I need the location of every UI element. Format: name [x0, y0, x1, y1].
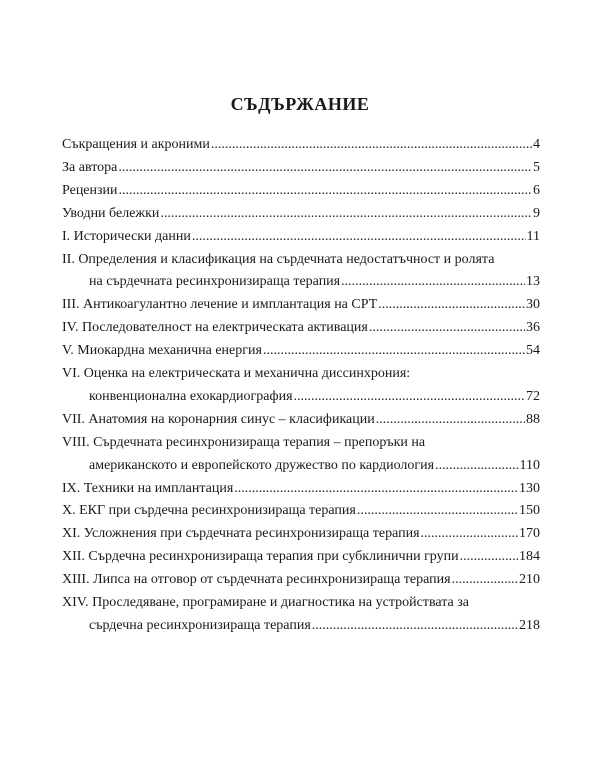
toc-entry-line[interactable]	[62, 570, 540, 590]
toc-entry-line[interactable]	[62, 433, 540, 453]
toc-entry-line[interactable]	[62, 250, 540, 270]
dot-leader	[312, 616, 518, 636]
toc-entry-line[interactable]	[62, 135, 540, 155]
dot-leader	[119, 181, 532, 201]
dot-leader	[211, 135, 532, 155]
toc-entry-line[interactable]	[62, 479, 540, 499]
toc-entry-page: 184	[519, 549, 540, 565]
toc-entry-title: IV. Последователност на електрическата активация	[62, 320, 368, 336]
toc-entry-page: 110	[519, 457, 540, 473]
dot-leader	[421, 524, 518, 544]
toc-entry-page: 6	[533, 182, 540, 198]
toc-entry-page: 9	[533, 205, 540, 221]
toc-entry-title: III. Антикоагулантно лечение и имплантация на СРТ	[62, 297, 378, 313]
toc-entry-page: 210	[519, 572, 540, 588]
toc-entry-page: 54	[526, 343, 540, 359]
toc-entry-title: XII. Сърдечна ресинхронизираща терапия при субклинични групи	[62, 549, 459, 565]
toc-entry-title: XIII. Липса на отговор от сърдечната ресинхронизираща терапия	[62, 572, 451, 588]
toc-entry-title: конвенционална ехокардиография	[89, 388, 293, 404]
toc-entry-page: 11	[526, 228, 540, 244]
toc-entry-line[interactable]	[62, 524, 540, 544]
dot-leader	[294, 387, 525, 407]
toc-entry-line[interactable]	[62, 181, 540, 201]
toc-entry-title: на сърдечната ресинхронизираща терапия	[89, 274, 341, 290]
toc-entry-page: 30	[526, 297, 540, 313]
toc-entry-line[interactable]	[62, 204, 540, 224]
toc-entry-line[interactable]	[62, 227, 540, 247]
toc-entry-title: Уводни бележки	[62, 205, 160, 221]
toc-entry-title: VIII. Сърдечната ресинхронизираща терапия – препоръки на	[62, 434, 426, 450]
toc-entry-line[interactable]	[89, 456, 540, 476]
toc-entry-title: V. Миокардна механична енергия	[62, 343, 262, 359]
toc-entry-page: 218	[519, 617, 540, 633]
toc-entry-title: VII. Анатомия на коронарния синус – класификации	[62, 411, 375, 427]
dot-leader	[263, 341, 525, 361]
dot-leader	[435, 456, 518, 476]
dot-leader	[234, 479, 518, 499]
toc-entry-title: За автора	[62, 159, 118, 175]
toc-entry-title: II. Определения и класификация на сърдечната недостатъчност и ролята	[62, 251, 495, 267]
toc-entry-title: X. ЕКГ при сърдечна ресинхронизираща терапия	[62, 503, 356, 519]
toc-entry-line[interactable]	[62, 593, 540, 613]
dot-leader	[376, 410, 525, 430]
toc-entry-line[interactable]	[89, 616, 540, 636]
toc-entry-page: 88	[526, 411, 540, 427]
toc-entry-page: 4	[533, 137, 540, 152]
toc-entry-line[interactable]	[62, 341, 540, 361]
toc-entry-page: 72	[526, 388, 540, 404]
toc-entry-title: XIV. Проследяване, програмиране и диагностика на устройствата за	[62, 595, 469, 610]
toc-entry-line[interactable]	[62, 158, 540, 178]
toc-entry-line[interactable]	[62, 547, 540, 567]
toc-entry-line[interactable]	[62, 364, 540, 384]
toc-entry-line[interactable]	[62, 318, 540, 338]
toc-entry-page: 130	[519, 480, 540, 496]
toc-entry-page: 150	[519, 503, 540, 519]
dot-leader	[369, 318, 525, 338]
toc-entry-page: 170	[519, 526, 540, 542]
toc-entry-title: I. Исторически данни	[62, 228, 191, 244]
toc-entry-title: Съкращения и акроними	[62, 137, 210, 152]
toc-entry-title: IX. Техники на имплантация	[62, 480, 234, 496]
toc-entry-title: VI. Оценка на електрическата и механична диссинхрония:	[62, 366, 411, 381]
toc-entry-page: 36	[526, 320, 540, 336]
dot-leader	[341, 272, 525, 292]
dot-leader	[378, 295, 525, 315]
toc-entry-line[interactable]	[62, 501, 540, 521]
dot-leader	[452, 570, 518, 590]
dot-leader	[192, 227, 526, 247]
dot-leader	[118, 158, 532, 178]
toc-entry-line[interactable]	[89, 387, 540, 407]
dot-leader	[460, 547, 518, 567]
toc-entry-title: XI. Усложнения при сърдечната ресинхронизираща терапия	[62, 526, 420, 542]
toc-entry-line[interactable]	[89, 272, 540, 292]
toc-entry-title: сърдечна ресинхронизираща терапия	[89, 617, 311, 633]
toc-entry-line[interactable]	[62, 410, 540, 430]
toc-entry-title: Рецензии	[62, 182, 118, 198]
toc-entry-page: 5	[533, 159, 540, 175]
toc-entry-page: 13	[526, 274, 540, 290]
toc-entry-line[interactable]	[62, 295, 540, 315]
toc-entry-title: американското и европейското дружество по кардиология	[89, 457, 435, 473]
page-title: СЪДЪРЖАНИЕ	[230, 94, 370, 114]
dot-leader	[357, 501, 518, 521]
dot-leader	[160, 204, 532, 224]
